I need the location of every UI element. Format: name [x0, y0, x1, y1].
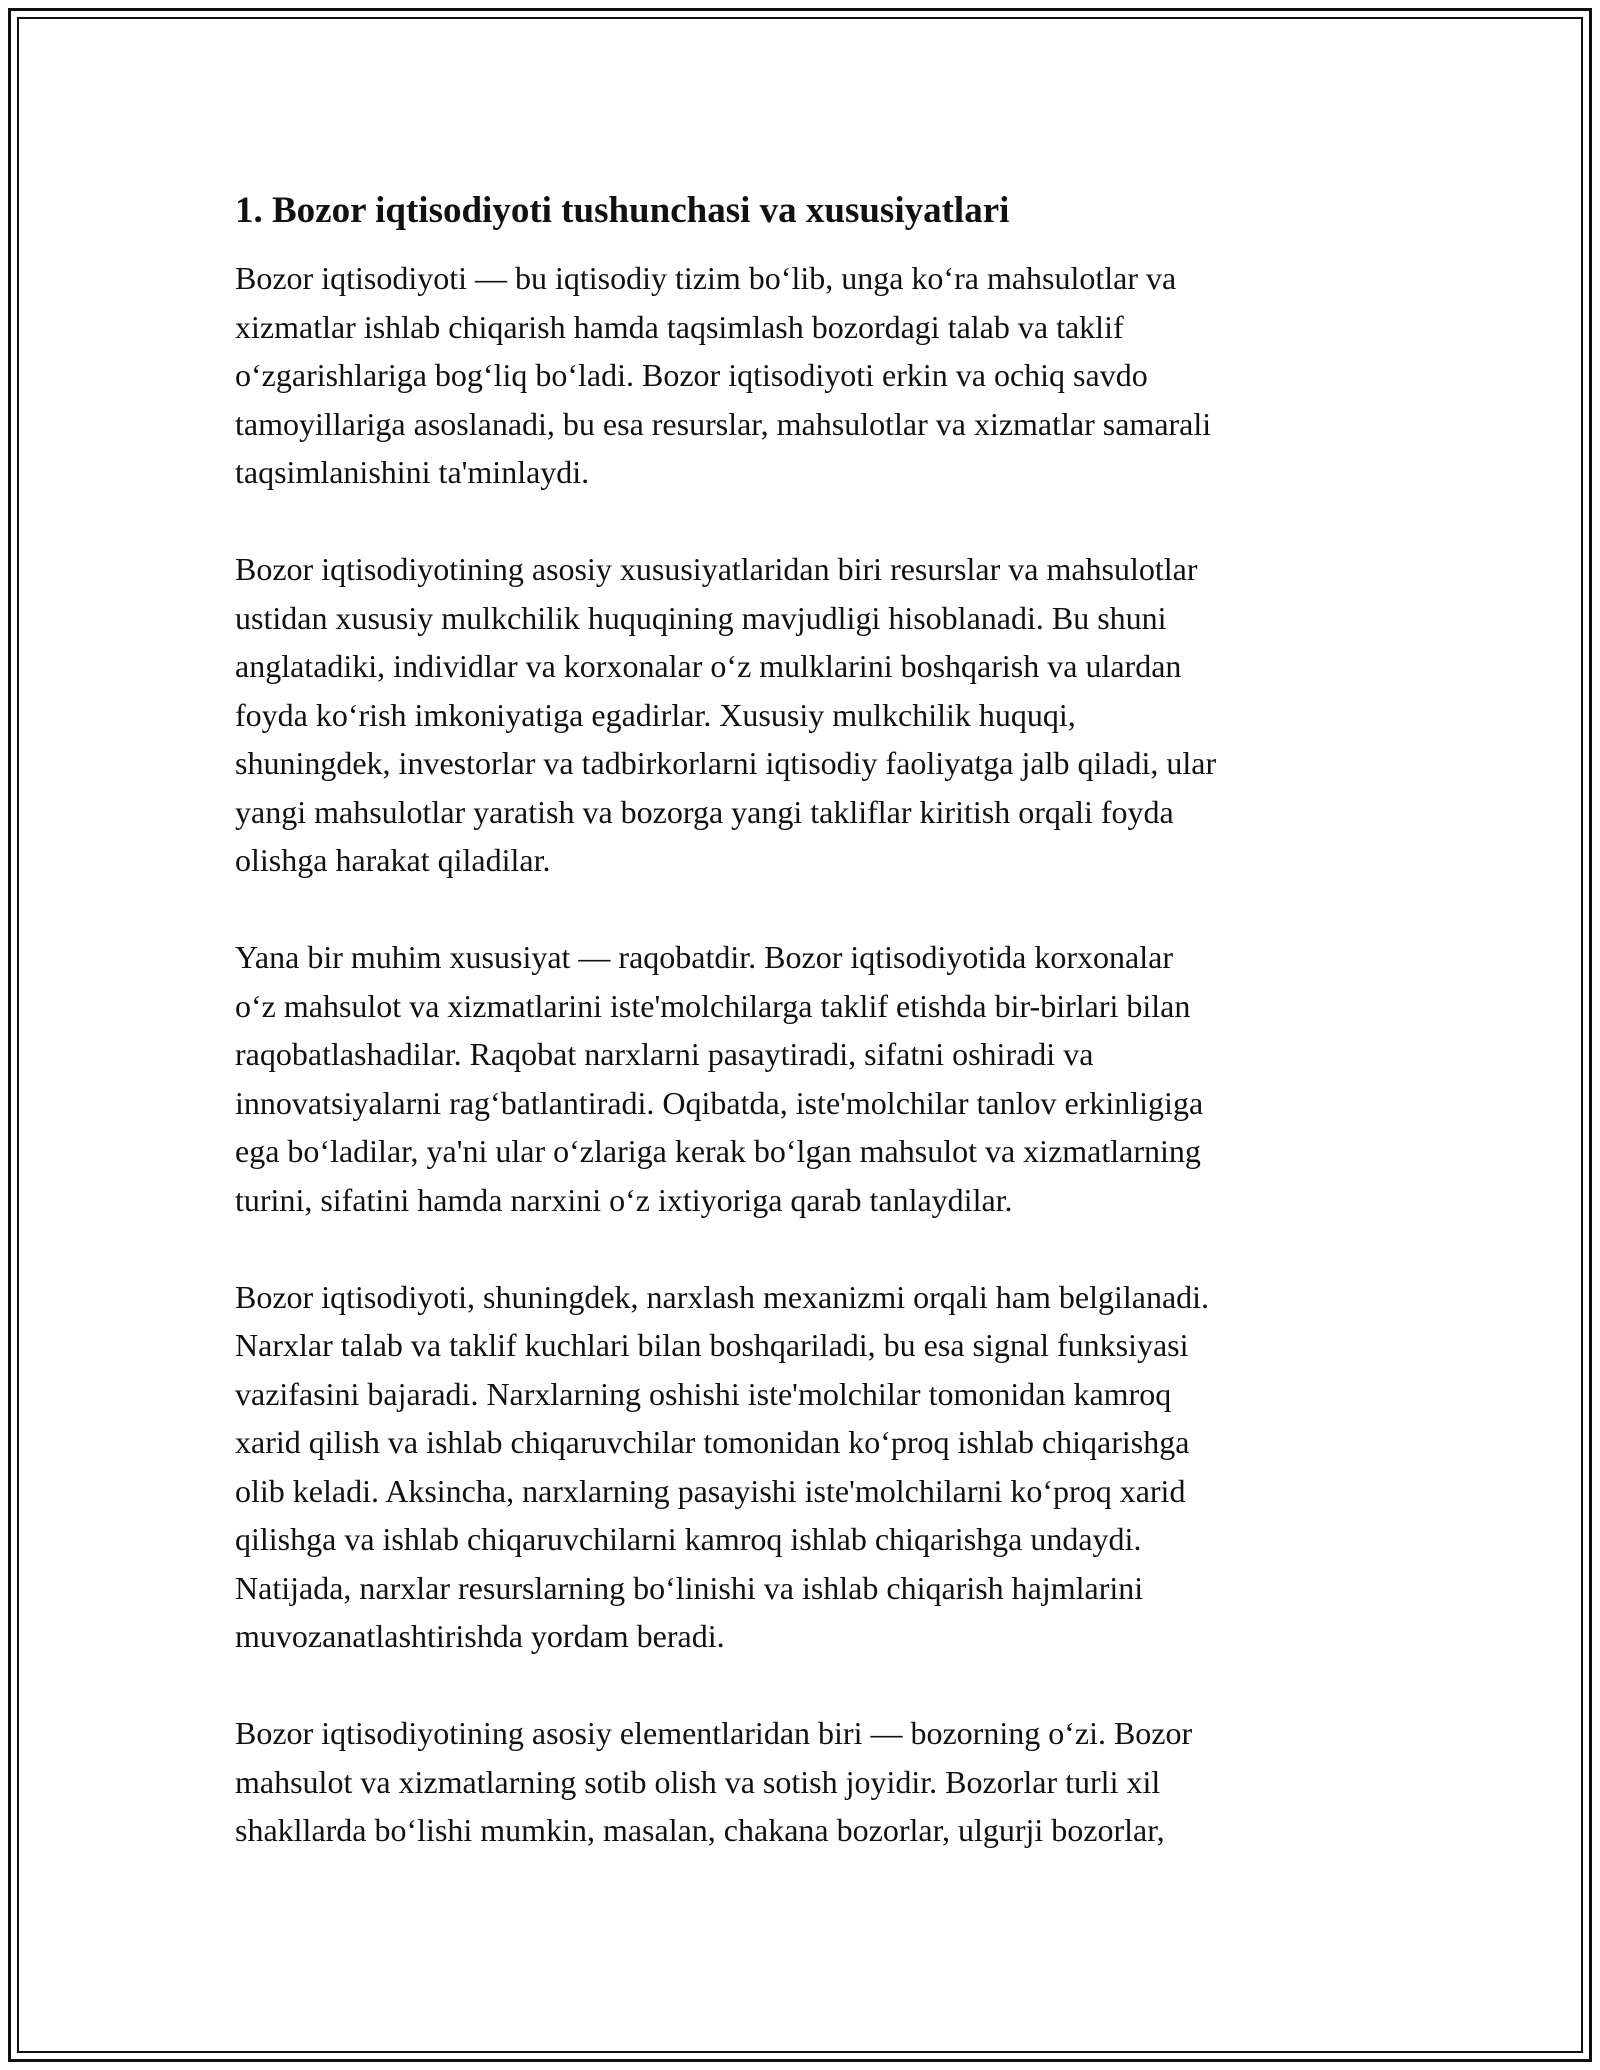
text-line: Yana bir muhim xususiyat — raqobatdir. Bozor iqtisodiyotida korxonalar [235, 939, 1173, 975]
text-line: xarid qilish va ishlab chiqaruvchilar tomonidan ko‘proq ishlab chiqarishga [235, 1424, 1190, 1460]
text-line: yangi mahsulotlar yaratish va bozorga yangi takliflar kiritish orqali foyda [235, 793, 1174, 830]
paragraph [235, 1273, 1375, 1661]
paragraph [235, 545, 1375, 885]
section-heading: 1. Bozor iqtisodiyoti tushunchasi va xususiyatlari [235, 190, 1010, 231]
text-line: raqobatlashadilar. Raqobat narxlarni pasaytiradi, sifatni oshiradi va [235, 1036, 1094, 1072]
text-line: foyda ko‘rish imkoniyatiga egadirlar. Xususiy mulkchilik huquqi, [235, 696, 1076, 733]
paragraph [235, 1709, 1375, 1855]
text-line: olib keladi. Aksincha, narxlarning pasayishi iste'molchilarni ko‘proq xarid [235, 1472, 1186, 1509]
text-line: olishga harakat qiladilar. [235, 842, 551, 878]
text-line: vazifasini bajaradi. Narxlarning oshishi iste'molchilar tomonidan kamroq [235, 1375, 1172, 1412]
text-line: Bozor iqtisodiyotining asosiy elementlaridan biri — bozorning o‘zi. Bozor [235, 1715, 1193, 1751]
text-line: Natijada, narxlar resurslarning bo‘linishi va ishlab chiqarish hajmlarini [235, 1569, 1144, 1606]
text-line: anglatadiki, individlar va korxonalar o‘z mulklarini boshqarish va ulardan [235, 648, 1182, 684]
text-line: shuningdek, investorlar va tadbirkorlarni iqtisodiy faoliyatga jalb qiladi, ular [235, 745, 1217, 781]
text-line: tamoyillariga asoslanadi, bu esa resurslar, mahsulotlar va xizmatlar samarali [235, 405, 1212, 442]
text-line: taqsimlanishini ta'minlaydi. [235, 454, 590, 490]
text-line: ega bo‘ladilar, ya'ni ular o‘zlariga kerak bo‘lgan mahsulot va xizmatlarning [235, 1133, 1201, 1169]
text-line: qilishga va ishlab chiqaruvchilarni kamroq ishlab chiqarishga undaydi. [235, 1521, 1142, 1557]
document-body [235, 186, 1375, 1903]
text-line: ustidan xususiy mulkchilik huquqining mavjudligi hisoblanadi. Bu shuni [235, 599, 1167, 636]
text-line: o‘z mahsulot va xizmatlarini iste'molchilarga taklif etishda bir-birlari bilan [235, 987, 1191, 1024]
text-line: Bozor iqtisodiyotining asosiy xususiyatlaridan biri resurslar va mahsulotlar [235, 551, 1198, 587]
text-line: xizmatlar ishlab chiqarish hamda taqsimlash bozordagi talab va taklif [235, 308, 1124, 345]
paragraph-list [235, 254, 1375, 1855]
text-line: mahsulot va xizmatlarning sotib olish va sotish joyidir. Bozorlar turli xil [235, 1763, 1161, 1800]
paragraph [235, 254, 1375, 497]
text-line: muvozanatlashtirishda yordam beradi. [235, 1618, 725, 1654]
text-line: turini, sifatini hamda narxini o‘z ixtiyoriga qarab tanlaydilar. [235, 1181, 1013, 1218]
paragraph [235, 933, 1375, 1224]
text-line: Narxlar talab va taklif kuchlari bilan boshqariladi, bu esa signal funksiyasi [235, 1327, 1189, 1363]
text-line: Bozor iqtisodiyoti, shuningdek, narxlash mexanizmi orqali ham belgilanadi. [235, 1278, 1210, 1315]
text-line: o‘zgarishlariga bog‘liq bo‘ladi. Bozor iqtisodiyoti erkin va ochiq savdo [235, 357, 1148, 393]
text-line: innovatsiyalarni rag‘batlantiradi. Oqibatda, iste'molchilar tanlov erkinligiga [235, 1084, 1204, 1121]
text-line: Bozor iqtisodiyoti — bu iqtisodiy tizim bo‘lib, unga ko‘ra mahsulotlar va [235, 260, 1177, 296]
text-line: shakllarda bo‘lishi mumkin, masalan, chakana bozorlar, ulgurji bozorlar, [235, 1812, 1165, 1848]
